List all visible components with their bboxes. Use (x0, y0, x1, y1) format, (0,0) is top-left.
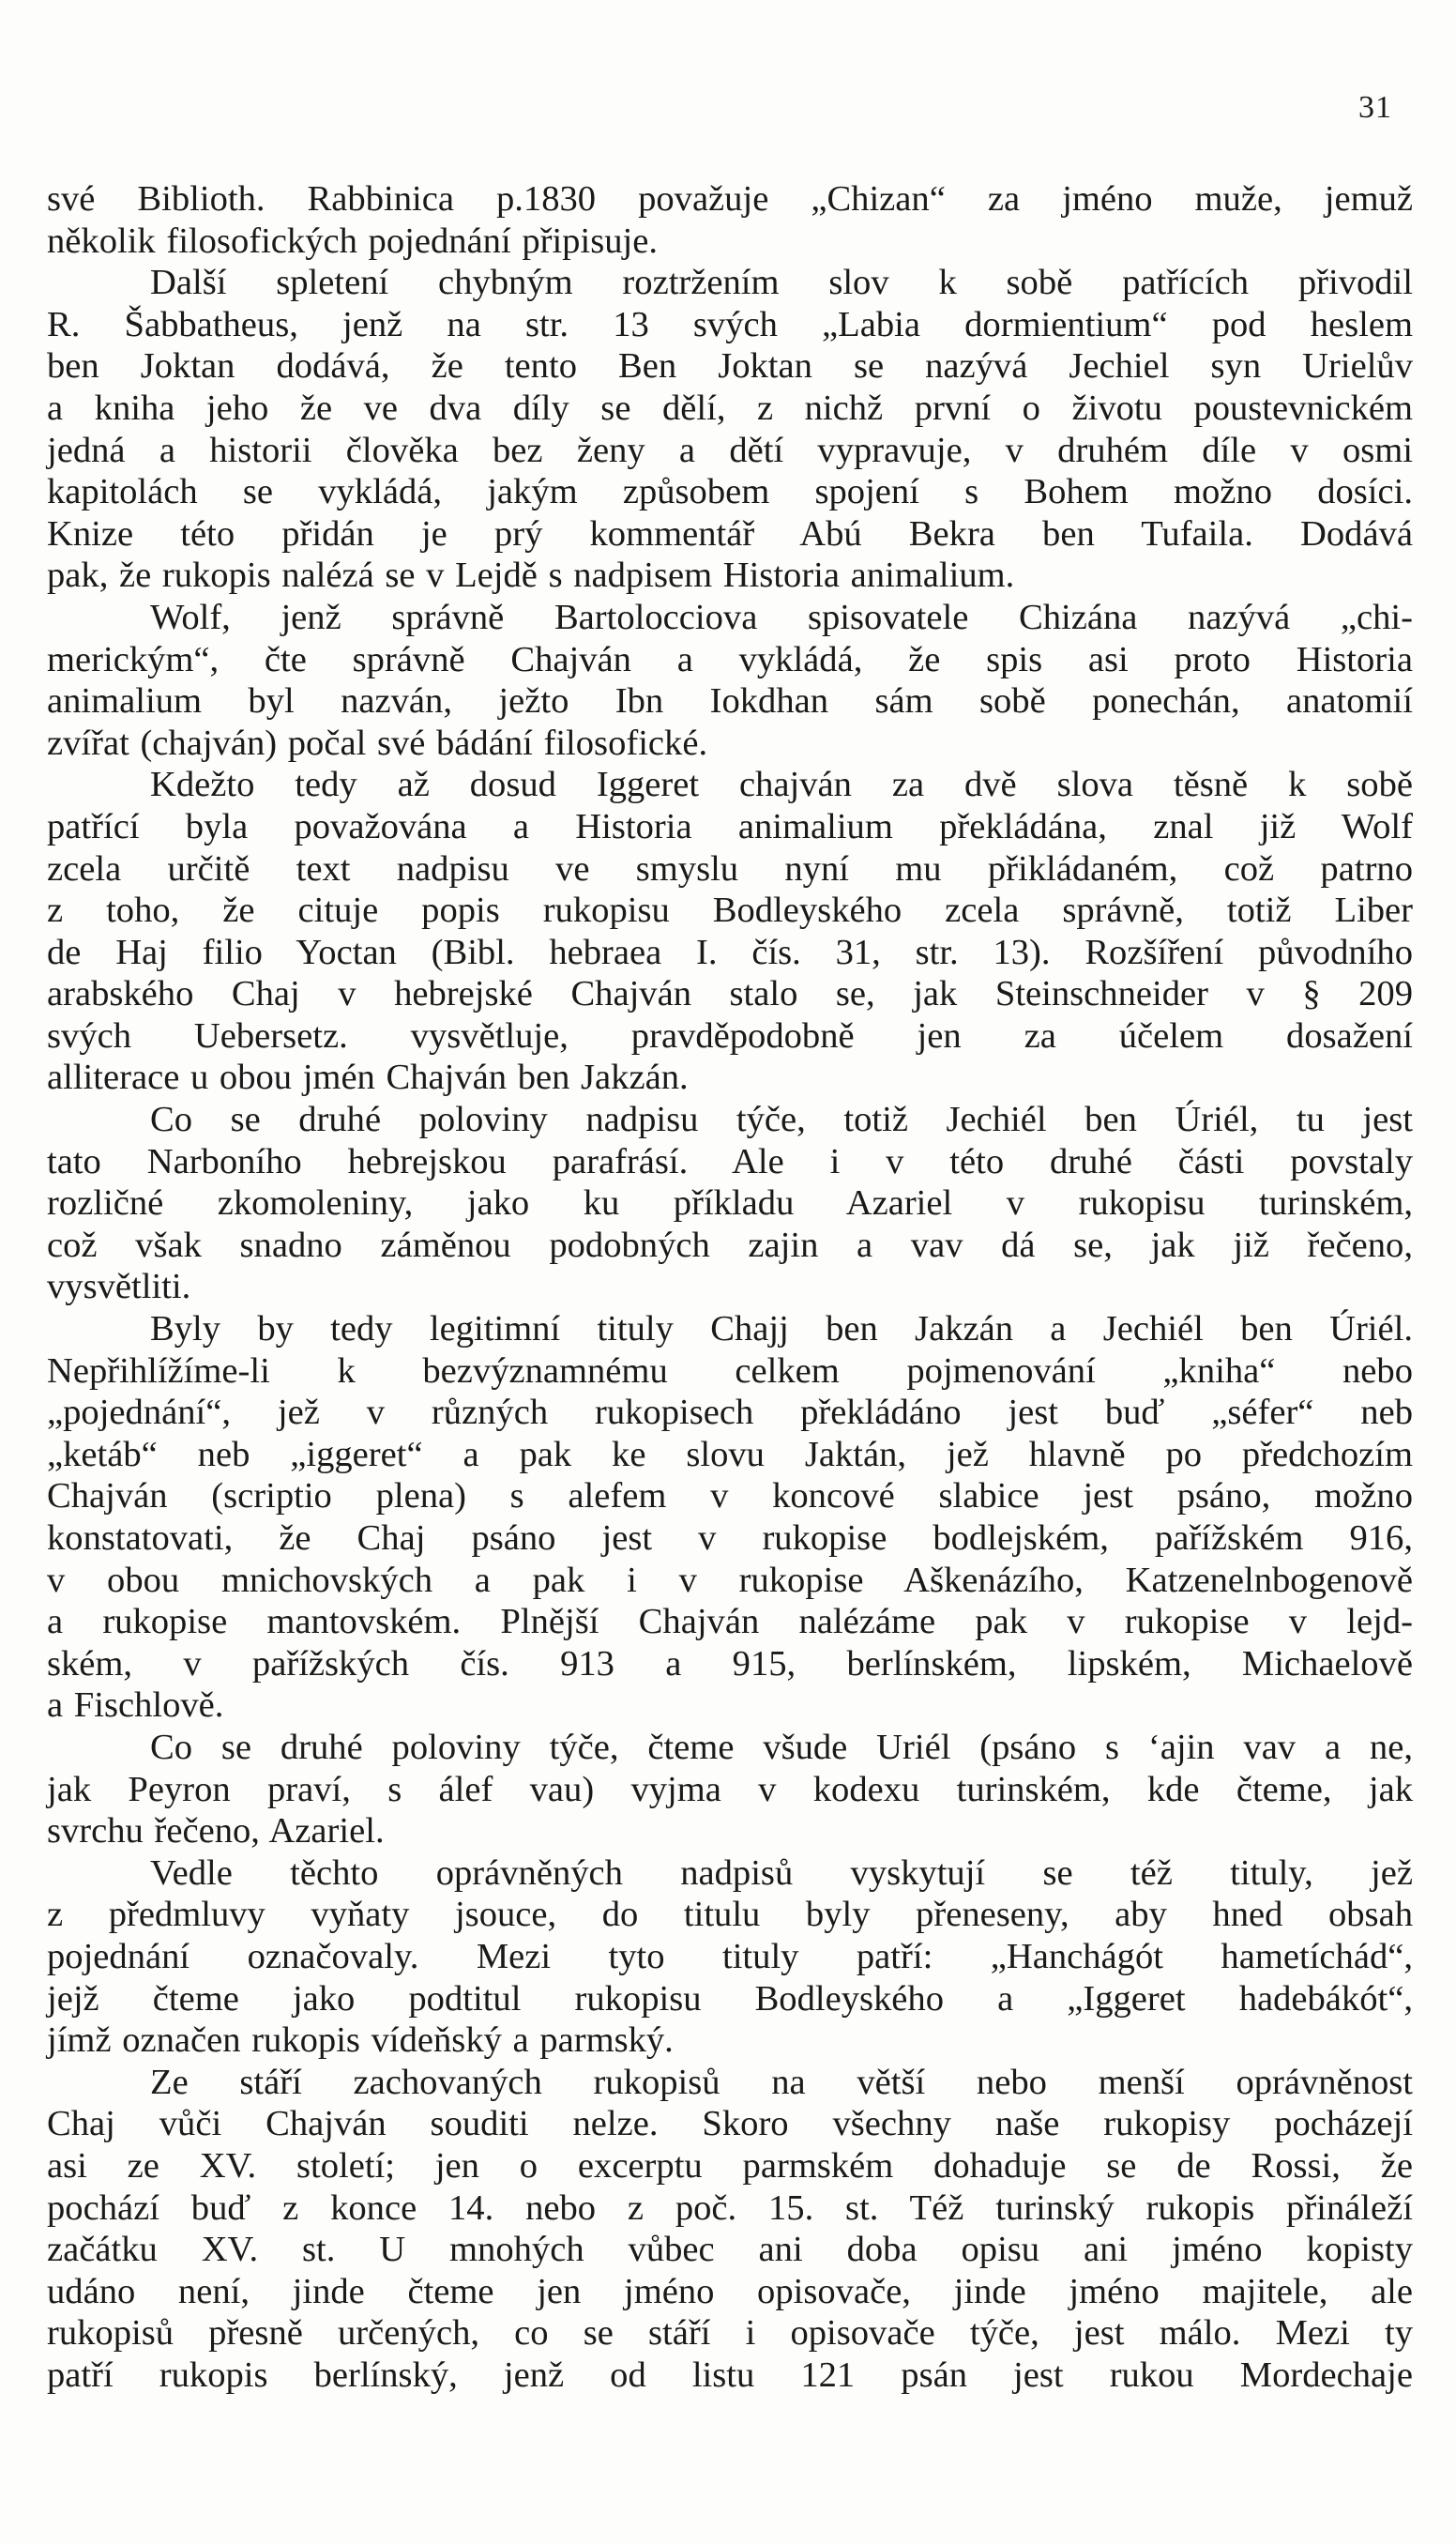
text-line: v obou mnichovských a pak i v rukopise Aškenázího, Katzenelnbogenově (47, 1560, 1413, 1600)
body-text (47, 178, 1413, 2396)
text-line: Co se druhé poloviny nadpisu týče, totiž Jechiél ben Úriél, tu jest (150, 1100, 1413, 1140)
text-line: z předmluvy vyňaty jsouce, do titulu byly přeneseny, aby hned obsah (47, 1895, 1413, 1935)
text-line: jejž čteme jako podtitul rukopisu Bodleyského a „Iggeret hadebákót“, (47, 1978, 1413, 2019)
text-line: pak, že rukopis nalézá se v Lejdě s nadpisem Historia animalium. (47, 556, 1015, 596)
text-line: asi ze XV. století; jen o excerptu parmském dohaduje se de Rossi, že (47, 2145, 1413, 2186)
text-line: Nepřihlížíme-li k bezvýznamnému celkem pojmenování „kniha“ nebo (47, 1350, 1413, 1391)
text-line: patří rukopis berlínský, jenž od listu 121 psán jest rukou Mordechaje (47, 2355, 1413, 2395)
text-line: konstatovati, že Chaj psáno jest v rukopise bodlejském, pařížském 916, (47, 1518, 1413, 1558)
text-line: ben Joktan dodává, že tento Ben Joktan se nazývá Jechiel syn Urielův (47, 346, 1413, 387)
page-number: 31 (1358, 90, 1392, 125)
text-line: „pojednání“, jež v různých rukopisech překládáno jest buď „séfer“ neb (47, 1393, 1413, 1433)
text-line: arabského Chaj v hebrejské Chajván stalo se, jak Steinschneider v § 209 (47, 974, 1413, 1014)
text-line: Chajván (scriptio plena) s alefem v koncové slabice jest psáno, možno (47, 1476, 1413, 1516)
text-line: R. Šabbatheus, jenž na str. 13 svých „Labia dormientium“ pod heslem (47, 304, 1413, 344)
text-line: zvířat (chajván) počal své bádání filosofické. (47, 723, 708, 763)
text-line: alliterace u obou jmén Chajván ben Jakzán. (47, 1058, 689, 1098)
text-line: Wolf, jenž správně Bartolocciova spisovatele Chizána nazývá „chi- (150, 597, 1413, 637)
text-line: animalium byl nazván, ježto Ibn Iokdhan sám sobě ponechán, anatomií (47, 681, 1413, 722)
text-line: tato Narboního hebrejskou parafrásí. Ale i v této druhé části povstaly (47, 1141, 1413, 1181)
text-line: což však snadno záměnou podobných zajin a vav dá se, jak již řečeno, (47, 1225, 1413, 1265)
text-line: několik filosofických pojednání připisuje. (47, 221, 658, 261)
text-line: svých Uebersetz. vysvětluje, pravděpodobně jen za účelem dosažení (47, 1015, 1413, 1056)
text-line: vysvětliti. (47, 1267, 191, 1307)
text-line: „ketáb“ neb „iggeret“ a pak ke slovu Jaktán, jež hlavně po předchozím (47, 1434, 1413, 1474)
text-line: svrchu řečeno, Azariel. (47, 1811, 385, 1852)
text-line: Co se druhé poloviny týče, čteme všude Uriél (psáno s ʻajin vav a ne, (150, 1727, 1413, 1767)
text-line: jímž označen rukopis vídeňský a parmský. (47, 2020, 674, 2061)
text-line: Ze stáří zachovaných rukopisů na větší nebo menší oprávněnost (150, 2062, 1413, 2102)
text-line: zcela určitě text nadpisu ve smyslu nyní mu přikládaném, což patrno (47, 848, 1413, 889)
text-line: udáno není, jinde čteme jen jméno opisovače, jinde jméno majitele, ale (47, 2271, 1413, 2311)
text-line: a kniha jeho že ve dva díly se dělí, z nichž první o životu poustevnickém (47, 388, 1413, 428)
text-line: de Haj filio Yoctan (Bibl. hebraea I. čís. 31, str. 13). Rozšíření původního (47, 932, 1413, 972)
text-line: Vedle těchto oprávněných nadpisů vyskytují se též tituly, jež (150, 1852, 1413, 1893)
text-line: začátku XV. st. U mnohých vůbec ani doba opisu ani jméno kopisty (47, 2230, 1413, 2270)
text-line: kapitolách se vykládá, jakým způsobem spojení s Bohem možno dosíci. (47, 472, 1413, 512)
text-line: ském, v pařížských čís. 913 a 915, berlínském, lipském, Michaelově (47, 1643, 1413, 1684)
text-line: pojednání označovaly. Mezi tyto tituly patří: „Hanchágót hametíchád“, (47, 1936, 1413, 1976)
text-line: a Fischlově. (47, 1685, 224, 1726)
text-line: Chaj vůči Chajván souditi nelze. Skoro všechny naše rukopisy pocházejí (47, 2104, 1413, 2144)
text-line: rukopisů přesně určených, co se stáří i opisovače týče, jest málo. Mezi ty (47, 2313, 1413, 2354)
text-line: své Biblioth. Rabbinica p.1830 považuje „Chizan“ za jméno muže, jemuž (47, 179, 1413, 219)
text-line: jedná a historii člověka bez ženy a dětí vypravuje, v druhém díle v osmi (47, 430, 1413, 470)
text-line: Další spletení chybným roztržením slov k sobě patřících přivodil (150, 263, 1413, 303)
text-line: Knize této přidán je prý kommentář Abú Bekra ben Tufaila. Dodává (47, 513, 1413, 554)
text-line: pochází buď z konce 14. nebo z poč. 15. st. Též turinský rukopis přináleží (47, 2187, 1413, 2228)
text-line: rozličné zkomoleniny, jako ku příkladu Azariel v rukopisu turinském, (47, 1183, 1413, 1224)
text-line: merickým“, čte správně Chajván a vykládá, že spis asi proto Historia (47, 639, 1413, 679)
text-line: patřící byla považována a Historia animalium překládána, znal již Wolf (47, 806, 1413, 846)
text-line: Byly by tedy legitimní tituly Chajj ben Jakzán a Jechiél ben Úriél. (150, 1309, 1413, 1349)
text-line: Kdežto tedy až dosud Iggeret chajván za dvě slova těsně k sobě (150, 765, 1413, 805)
text-line: a rukopise mantovském. Plnější Chajván nalézáme pak v rukopise v lejd- (47, 1602, 1413, 1642)
text-line: z toho, že cituje popis rukopisu Bodleyského zcela správně, totiž Liber (47, 891, 1413, 931)
text-line: jak Peyron praví, s álef vau) vyjma v kodexu turinském, kde čteme, jak (47, 1769, 1413, 1809)
